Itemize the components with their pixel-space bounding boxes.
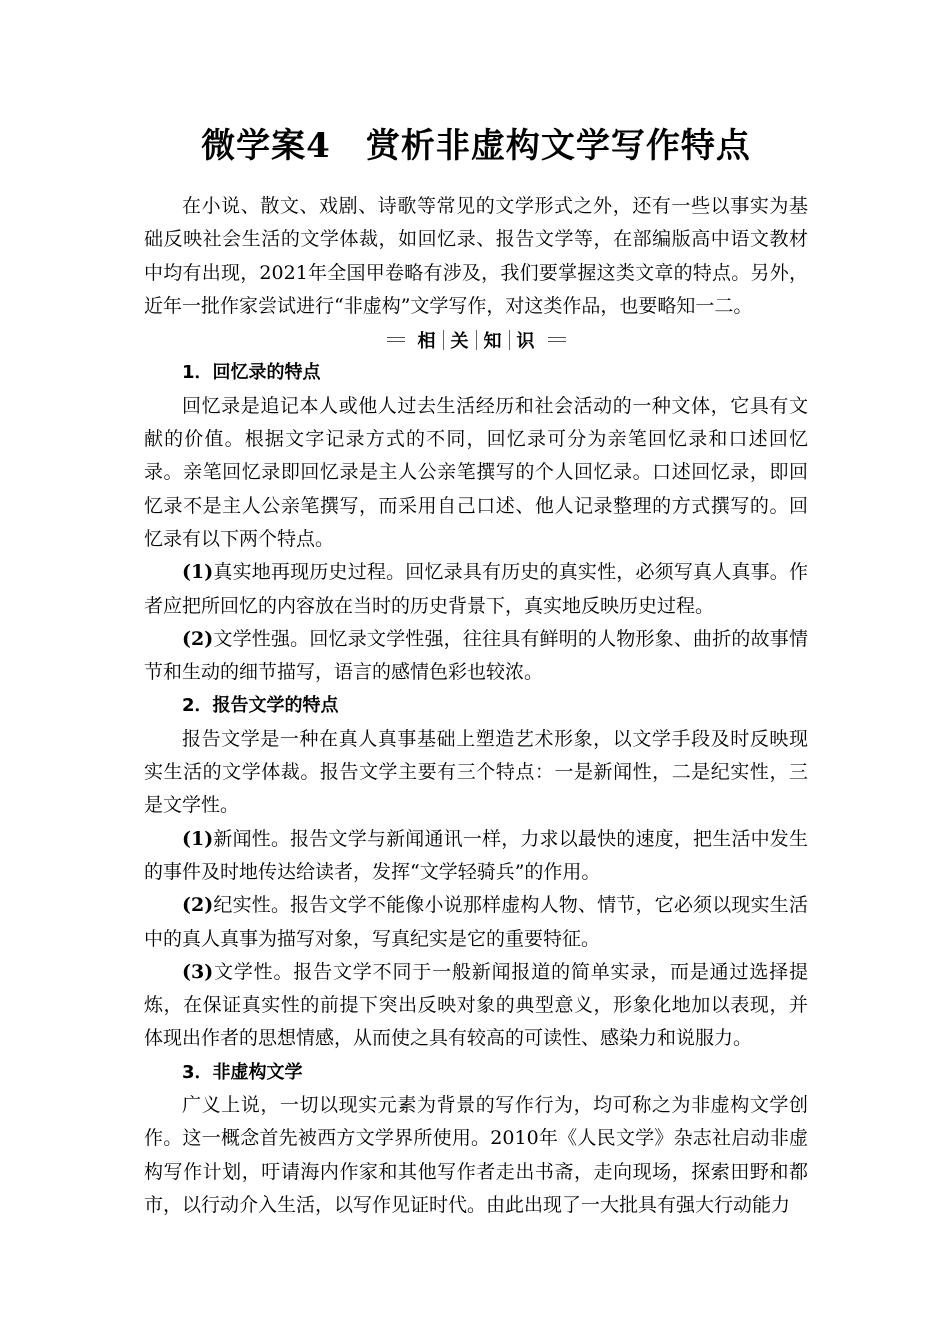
divider-char: 知 bbox=[483, 330, 502, 352]
point-text: 文学性强。回忆录文学性强，往往具有鲜明的人物形象、曲折的故事情节和生动的细节描写，语言的感情色彩也较浓。 bbox=[144, 627, 808, 684]
divider-label bbox=[411, 327, 542, 353]
point-number: (1) bbox=[182, 561, 214, 584]
document-page bbox=[144, 116, 808, 1222]
divider-char: 识 bbox=[516, 330, 535, 352]
point-text: 纪实性。报告文学不能像小说那样虚构人物、情节，它必须以现实生活中的真人真事为描写对象，写真纪实是它的重要特征。 bbox=[144, 894, 808, 950]
section-body-memoir: 回忆录是追记本人或他人过去生活经历和社会活动的一种文体，它具有文献的价值。根据文字记录方式的不同，回忆录可分为亲笔回忆录和口述回忆录。亲笔回忆录即回忆录是主人公亲笔撰写的个人回忆录。口述回忆录，即回忆录不是主人公亲笔撰写，而采用自己口述、他人记录整理的方式撰写的。回忆录有以下两个特点。 bbox=[144, 394, 808, 550]
divider-char: 关 bbox=[450, 330, 469, 352]
section-divider bbox=[144, 323, 808, 356]
point-item bbox=[144, 956, 808, 1056]
intro-paragraph: 在小说、散文、戏剧、诗歌等常见的文学形式之外，还有一些以事实为基础反映社会生活的文学体裁，如回忆录、报告文学等，在部编版高中语文教材中均有出现，2021年全国甲卷略有涉及，我们要掌握这类文章的特点。另外，近年一批作家尝试进行“非虚构”文学写作，对这类作品，也要略知一二。 bbox=[144, 195, 808, 317]
section-body-nonfiction: 广义上说，一切以现实元素为背景的写作行为，均可称之为非虚构文学创作。这一概念首先被西方文学界所使用。2010年《人民文学》杂志社启动非虚构写作计划，吁请海内作家和其他写作者走出书斋，走向现场，探索田野和都市，以行动介入生活，以写作见证时代。由此出现了一大批具有强大行动能力 bbox=[144, 1094, 808, 1216]
section-heading-memoir: 1．回忆录的特点 bbox=[182, 362, 321, 384]
point-item bbox=[144, 823, 808, 890]
point-text: 新闻性。报告文学与新闻通讯一样，力求以最快的速度，把生活中发生的事件及时地传达给读者，发挥“文学轻骑兵”的作用。 bbox=[144, 827, 808, 883]
section-body-reportage: 报告文学是一种在真人真事基础上塑造艺术形象，以文学手段及时反映现实生活的文学体裁。报告文学主要有三个特点：一是新闻性，二是纪实性，三是文学性。 bbox=[144, 727, 808, 817]
divider-char: 相 bbox=[417, 330, 436, 352]
point-number: (2) bbox=[182, 627, 214, 650]
point-number: (3) bbox=[182, 960, 214, 983]
point-item bbox=[144, 889, 808, 956]
divider-left-lines bbox=[387, 337, 405, 342]
point-item bbox=[144, 623, 808, 690]
point-item bbox=[144, 556, 808, 623]
point-text: 文学性。报告文学不同于一般新闻报道的简单实录，而是通过选择提炼，在保证真实性的前提下突出反映对象的典型意义，形象化地加以表现，并体现出作者的思想情感，从而使之具有较高的可读性、感染力和说服力。 bbox=[144, 960, 808, 1050]
point-text: 真实地再现历史过程。回忆录具有历史的真实性，必须写真人真事。作者应把所回忆的内容放在当时的历史背景下，真实地反映历史过程。 bbox=[144, 561, 808, 617]
divider-right-lines bbox=[548, 337, 566, 342]
point-number: (2) bbox=[182, 894, 214, 917]
page-title: 微学案4 赏析非虚构文学写作特点 bbox=[201, 126, 751, 166]
point-number: (1) bbox=[182, 827, 214, 850]
section-heading-nonfiction: 3．非虚构文学 bbox=[182, 1061, 303, 1083]
section-heading-reportage: 2．报告文学的特点 bbox=[182, 695, 339, 717]
